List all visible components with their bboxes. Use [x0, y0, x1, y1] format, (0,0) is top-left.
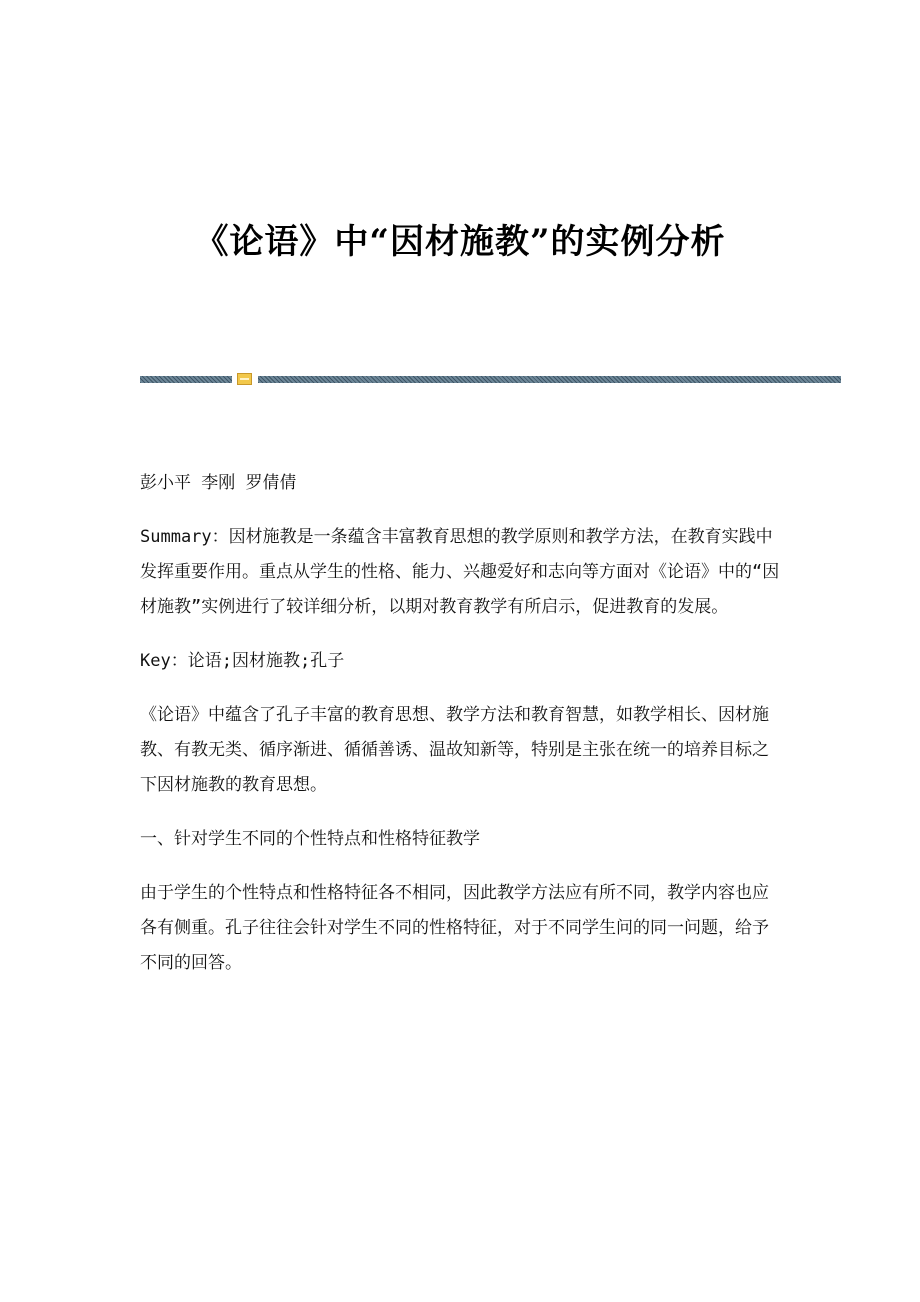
- intro-paragraph: 《论语》中蕴含了孔子丰富的教育思想、教学方法和教育智慧，如教学相长、因材施教、有教无类、循序渐进、循循善诱、温故知新等，特别是主张在统一的培养目标之下因材施教的教育思想。: [140, 705, 769, 795]
- divider-bar-right: [258, 376, 841, 383]
- summary-paragraph: [140, 520, 780, 625]
- section-paragraph: 由于学生的个性特点和性格特征各不相同，因此教学方法应有所不同，教学内容也应各有侧重。孔子往往会针对学生不同的性格特征，对于不同学生问的同一问题，给予不同的回答。: [140, 883, 769, 973]
- section-heading: 一、针对学生不同的个性特点和性格特征教学: [140, 829, 480, 849]
- authors-line: 彭小平 李刚 罗倩倩: [140, 473, 297, 493]
- keywords-label: Key：: [140, 651, 188, 671]
- divider-bar-left: [140, 376, 232, 383]
- summary-label: Summary：: [140, 527, 229, 547]
- keywords-text: 论语;因材施教;孔子: [187, 651, 345, 671]
- document-body: [140, 466, 780, 1000]
- summary-text: 因材施教是一条蕴含丰富教育思想的教学原则和教学方法，在教育实践中发挥重要作用。重点从学生的性格、能力、兴趣爱好和志向等方面对《论语》中的“因材施教”实例进行了较详细分析，以期对教育教学有所启示，促进教育的发展。: [140, 527, 780, 617]
- title-divider: [140, 372, 841, 386]
- divider-ornament-icon: [237, 373, 252, 385]
- keywords-paragraph: [140, 644, 780, 679]
- document-title: 《论语》中“因材施教”的实例分析: [194, 222, 726, 262]
